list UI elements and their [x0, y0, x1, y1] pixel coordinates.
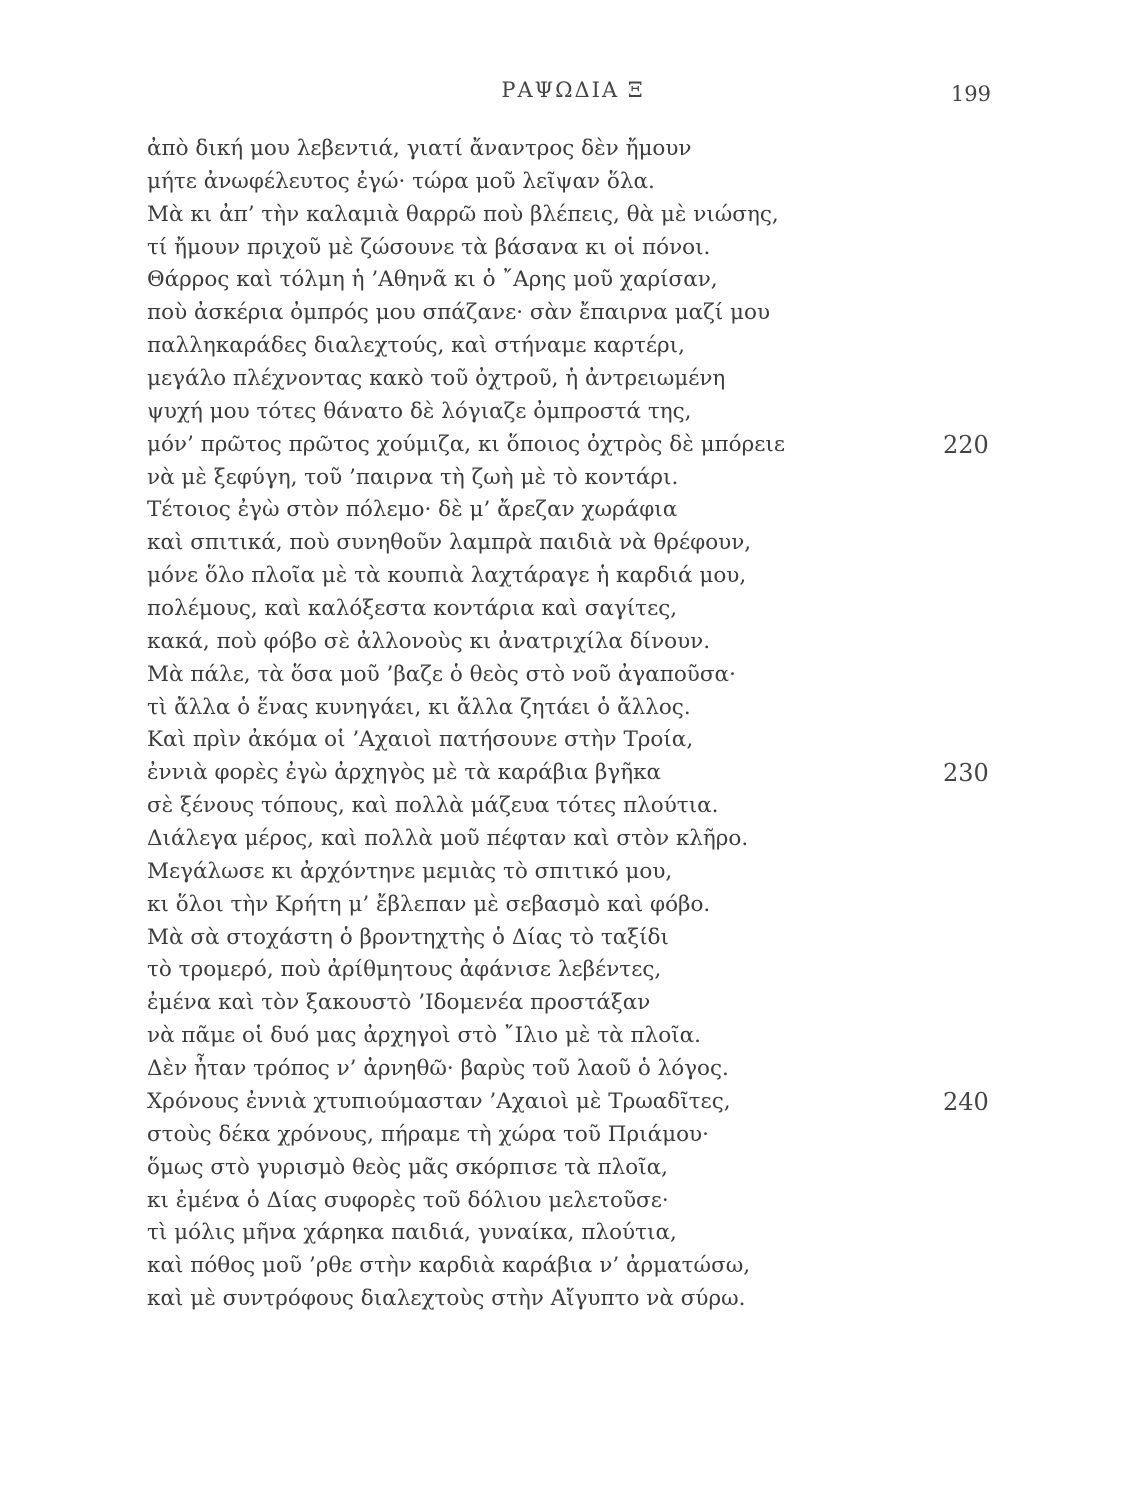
verse-line [147, 166, 907, 199]
verse-text: πολέμους, καὶ καλόξεστα κοντάρια καὶ σαγίτες, [147, 596, 678, 622]
verse-text: Μὰ κι ἀπ’ τὴν καλαμιὰ θαρρῶ ποὺ βλέπεις, θὰ μὲ νιώσης, [147, 201, 779, 227]
verse-line [147, 724, 907, 757]
verse-text: κι ἐμένα ὁ Δίας συφορὲς τοῦ δόλιου μελετοῦσε· [147, 1187, 669, 1213]
verse-text: Καὶ πρὶν ἀκόμα οἱ ’Αχαιοὶ πατήσουνε στὴν Τροία, [147, 727, 694, 753]
verse-text: μήτε ἀνωφέλευτος ἐγώ· τώρα μοῦ λεῖψαν ὅλα. [147, 168, 655, 194]
verse-line [147, 659, 907, 692]
verse-text: ἐμένα καὶ τὸν ξακουστὸ ’Ιδομενέα προστάξαν [147, 990, 651, 1016]
verse-text: Θάρρος καὶ τόλμη ἡ ’Αθηνᾶ κι ὁ ῎Αρης μοῦ χαρίσαν, [147, 267, 718, 293]
verse-text: καὶ μὲ συντρόφους διαλεχτοὺς στὴν Αἴγυπτο νὰ σύρω. [147, 1286, 746, 1312]
verse-text: ὅμως στὸ γυρισμὸ θεὸς μᾶς σκόρπισε τὰ πλοῖα, [147, 1154, 668, 1180]
verse-line [147, 330, 907, 363]
verse-line [147, 757, 989, 790]
verse-text: Μὰ πάλε, τὰ ὅσα μοῦ ’βαζε ὁ θεὸς στὸ νοῦ ἀγαποῦσα· [147, 661, 736, 687]
verse-line [147, 1152, 907, 1185]
verse-text: κι ὅλοι τὴν Κρήτη μ’ ἔβλεπαν μὲ σεβασμὸ καὶ φόβο. [147, 891, 711, 917]
verse-text: νὰ πᾶμε οἱ δυό μας ἀρχηγοὶ στὸ ῎Ιλιο μὲ τὰ πλοῖα. [147, 1023, 702, 1049]
verse-text: ἀπὸ δική μου λεβεντιά, γιατί ἄναντρος δὲν ἤμουν [147, 136, 692, 161]
verse-line [147, 429, 989, 462]
verse-text: μόνε ὅλο πλοῖα μὲ τὰ κουπιὰ λαχτάραγε ἡ καρδιά μου, [147, 563, 747, 589]
verse-text: στοὺς δέκα χρόνους, πήραμε τὴ χώρα τοῦ Πριάμου· [147, 1121, 709, 1147]
verse-line [147, 987, 907, 1020]
verse-line [147, 922, 907, 955]
verse-text: Δὲν ἦταν τρόπος ν’ ἀρνηθῶ· βαρὺς τοῦ λαοῦ ὁ λόγος. [147, 1056, 729, 1082]
line-number: 240 [943, 1087, 989, 1116]
verse-line [147, 593, 907, 626]
verse-line [147, 790, 907, 823]
verse-line [147, 133, 907, 166]
verse-text: Μὰ σὰ στοχάστη ὁ βροντηχτὴς ὁ Δίας τὸ ταξίδι [147, 924, 669, 950]
verse-text: μόν’ πρῶτος πρῶτος χούμιζα, κι ὅποιος ὀχτρὸς δὲ μπόρειε [147, 431, 785, 457]
verse-line [147, 1086, 989, 1119]
verse-line [147, 527, 907, 560]
verse-line [147, 494, 907, 527]
verse-text: Χρόνους ἐννιὰ χτυπιούμασταν ’Αχαιοὶ μὲ Τρωαδῖτες, [147, 1088, 731, 1114]
verse-text: ἐννιὰ φορὲς ἐγὼ ἀρχηγὸς μὲ τὰ καράβια βγῆκα [147, 760, 662, 786]
verse-text: ψυχή μου τότες θάνατο δὲ λόγιαζε ὀμπροστά της, [147, 398, 692, 424]
verse-text: καὶ πόθος μοῦ ’ρθε στὴν καρδιὰ καράβια ν’ ἀρματώσω, [147, 1253, 751, 1279]
verse-text: Μεγάλωσε κι ἀρχόντηνε μεμιὰς τὸ σπιτικό μου, [147, 858, 673, 884]
verse-line [147, 462, 907, 495]
verse-line [147, 363, 907, 396]
line-number: 230 [943, 759, 989, 788]
verse-line [147, 1185, 907, 1218]
verse-line [147, 264, 907, 297]
verse-line [147, 626, 907, 659]
verse-line [147, 1250, 907, 1283]
verse-text: τὶ μόλις μῆνα χάρηκα παιδιά, γυναίκα, πλούτια, [147, 1220, 677, 1246]
running-head: ΡΑΨΩΔΙΑ Ξ [501, 78, 645, 102]
verse-text: Διάλεγα μέρος, καὶ πολλὰ μοῦ πέφταν καὶ στὸν κλῆρο. [147, 826, 749, 852]
verse-text: παλληκαράδες διαλεχτούς, καὶ στήναμε καρτέρι, [147, 333, 685, 359]
verse-line [147, 889, 907, 922]
verse-line [147, 560, 907, 593]
verse-line [147, 1217, 907, 1250]
verse-line [147, 856, 907, 889]
page-number: 199 [950, 82, 991, 106]
verse-line [147, 232, 907, 265]
verse-text: τὶ ἄλλα ὁ ἕνας κυνηγάει, κι ἄλλα ζητάει ὁ ἄλλος. [147, 694, 691, 720]
verse-line [147, 692, 907, 725]
verse-line [147, 199, 907, 232]
line-number: 220 [943, 430, 989, 459]
verse-text: καὶ σπιτικά, ποὺ συνηθοῦν λαμπρὰ παιδιὰ νὰ θρέφουν, [147, 530, 752, 556]
verse-line [147, 297, 907, 330]
verse-line [147, 1119, 907, 1152]
verse-text: ποὺ ἀσκέρια ὀμπρός μου σπάζανε· σὰν ἔπαιρνα μαζί μου [147, 300, 771, 326]
verse-text: τί ἤμουν πριχοῦ μὲ ζώσουνε τὰ βάσανα κι οἱ πόνοι. [147, 234, 711, 260]
verse-text: κακά, ποὺ φόβο σὲ ἀλλονοὺς κι ἀνατριχίλα δίνουν. [147, 628, 711, 654]
verse-line [147, 1283, 907, 1316]
verse-text: νὰ μὲ ξεφύγη, τοῦ ’παιρνα τὴ ζωὴ μὲ τὸ κοντάρι. [147, 464, 679, 490]
verse-block [147, 133, 989, 1316]
verse-line [147, 1053, 907, 1086]
verse-text: τὸ τρομερό, ποὺ ἀρίθμητους ἀφάνισε λεβέντες, [147, 957, 662, 983]
verse-text: Τέτοιος ἐγὼ στὸν πόλεμο· δὲ μ’ ἄρεζαν χωράφια [147, 497, 678, 523]
verse-line [147, 1020, 907, 1053]
verse-line [147, 954, 907, 987]
verse-text: μεγάλο πλέχνοντας κακὸ τοῦ ὀχτροῦ, ἡ ἀντρειωμένη [147, 366, 726, 392]
verse-line [147, 396, 907, 429]
verse-text: σὲ ξένους τόπους, καὶ πολλὰ μάζευα τότες πλούτια. [147, 793, 719, 819]
verse-line [147, 823, 907, 856]
